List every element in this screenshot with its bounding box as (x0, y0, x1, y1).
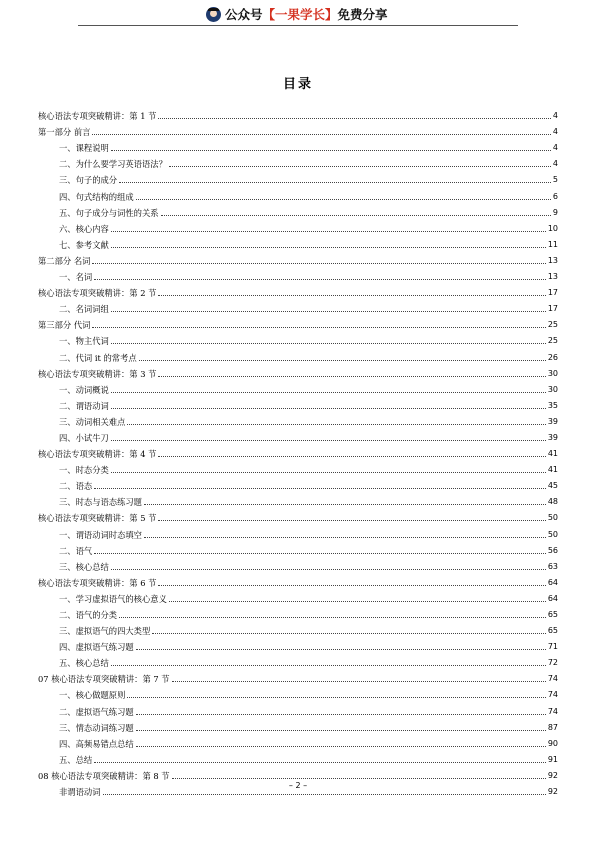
toc-entry-title: 二、语态 (59, 481, 93, 492)
toc-leader-dots (127, 696, 545, 698)
toc-leader-dots (161, 214, 551, 216)
toc-leader-dots (111, 149, 551, 151)
toc-entry-title: 四、小试牛刀 (59, 432, 109, 443)
toc-entry[interactable] (38, 185, 558, 201)
toc-entry-title: 二、谓语动词 (59, 400, 109, 411)
toc-entry-title: 三、虚拟语气的四大类型 (59, 626, 151, 637)
toc-entry-page: 65 (547, 626, 558, 636)
toc-entry-title: 二、代词 it 的常考点 (59, 352, 137, 363)
toc-entry-page: 87 (547, 722, 558, 732)
toc-leader-dots (144, 536, 546, 538)
toc-entry[interactable] (38, 282, 558, 298)
toc-leader-dots (172, 777, 546, 779)
toc-entry-page: 30 (547, 384, 558, 394)
toc-entry-page: 41 (547, 465, 558, 475)
toc-entry[interactable] (38, 218, 558, 234)
toc-leader-dots (152, 632, 546, 634)
toc-leader-dots (94, 552, 546, 554)
toc-entry-title: 五、总结 (59, 754, 93, 765)
toc-entry-page: 74 (547, 674, 558, 684)
toc-entry[interactable] (38, 749, 558, 765)
toc-entry-page: 45 (547, 481, 558, 491)
toc-entry[interactable] (38, 668, 558, 684)
toc-entry-title: 一、课程说明 (59, 143, 109, 154)
toc-leader-dots (144, 503, 546, 505)
toc-entry[interactable] (38, 298, 558, 314)
toc-entry[interactable] (38, 604, 558, 620)
toc-entry[interactable] (38, 700, 558, 716)
table-of-contents (38, 105, 558, 797)
toc-leader-dots (158, 455, 545, 457)
toc-entry[interactable] (38, 491, 558, 507)
toc-entry-page: 17 (547, 288, 558, 298)
toc-entry[interactable] (38, 475, 558, 491)
toc-entry-title: 一、学习虚拟语气的核心意义 (59, 593, 167, 604)
toc-leader-dots (111, 230, 546, 232)
toc-entry-title: 核心语法专项突破精讲：第 4 节 (38, 449, 157, 460)
toc-entry-page: 10 (547, 223, 558, 233)
toc-entry-title: 五、句子成分与词性的关系 (59, 207, 159, 218)
toc-entry[interactable] (38, 765, 558, 781)
toc-entry-title: 一、物主代词 (59, 336, 109, 347)
toc-entry-title: 一、谓语动词时态填空 (59, 529, 142, 540)
toc-entry-page: 4 (552, 159, 558, 169)
toc-entry-page: 91 (547, 754, 558, 764)
toc-entry-title: 第二部分 名词 (38, 255, 91, 266)
toc-entry-title: 一、名词 (59, 272, 93, 283)
toc-leader-dots (158, 117, 550, 119)
toc-entry-page: 48 (547, 497, 558, 507)
toc-leader-dots (119, 181, 551, 183)
toc-leader-dots (94, 278, 546, 280)
toc-leader-dots (136, 745, 546, 747)
toc-entry-page: 71 (547, 642, 558, 652)
toc-entry-page: 92 (547, 770, 558, 780)
toc-entry[interactable] (38, 250, 558, 266)
toc-entry-page: 90 (547, 738, 558, 748)
toc-entry-page: 64 (547, 577, 558, 587)
toc-entry-page: 64 (547, 593, 558, 603)
toc-entry[interactable] (38, 137, 558, 153)
toc-entry-title: 五、核心总结 (59, 658, 109, 669)
avatar-icon (206, 7, 221, 22)
toc-entry-title: 核心语法专项突破精讲：第 2 节 (38, 288, 157, 299)
toc-leader-dots (136, 198, 551, 200)
toc-entry[interactable] (38, 652, 558, 668)
toc-entry-title: 第一部分 前言 (38, 127, 91, 138)
toc-entry-title: 二、语气的分类 (59, 610, 118, 620)
toc-entry[interactable] (38, 169, 558, 185)
toc-entry-title: 核心语法专项突破精讲：第 6 节 (38, 577, 157, 588)
toc-entry-title: 一、核心做题原则 (59, 690, 126, 701)
toc-entry-title: 七、参考文献 (59, 239, 109, 250)
toc-entry[interactable] (38, 717, 558, 733)
toc-entry-title: 一、时态分类 (59, 465, 109, 476)
toc-entry-title: 二、语气 (59, 545, 93, 556)
toc-leader-dots (111, 471, 546, 473)
toc-entry-title: 三、情态动词练习题 (59, 722, 134, 733)
toc-leader-dots (111, 391, 546, 393)
toc-leader-dots (111, 439, 546, 441)
page-number: – 2 – (288, 781, 308, 790)
toc-entry[interactable] (38, 556, 558, 572)
toc-entry-page: 26 (547, 352, 558, 362)
toc-entry-page: 35 (547, 400, 558, 410)
toc-entry[interactable] (38, 620, 558, 636)
header-brand (206, 6, 388, 22)
toc-entry-title: 三、动词相关难点 (59, 416, 126, 427)
toc-entry[interactable] (38, 395, 558, 411)
toc-entry-title: 六、核心内容 (59, 223, 109, 234)
toc-entry-page: 74 (547, 690, 558, 700)
toc-entry[interactable] (38, 523, 558, 539)
toc-entry-title: 核心语法专项突破精讲：第 5 节 (38, 513, 157, 524)
toc-entry-page: 4 (552, 143, 558, 153)
toc-entry[interactable] (38, 266, 558, 282)
toc-entry-title: 非谓语动词 (59, 787, 101, 798)
header-text (225, 5, 388, 23)
toc-entry[interactable] (38, 636, 558, 652)
toc-leader-dots (94, 761, 546, 763)
toc-entry-title: 08 核心语法专项突破精讲：第 8 节 (38, 770, 170, 781)
toc-entry-title: 二、为什么要学习英语语法？ (59, 159, 167, 170)
toc-leader-dots (111, 664, 546, 666)
toc-entry-title: 二、虚拟语气练习题 (59, 706, 134, 717)
toc-entry-page: 39 (547, 416, 558, 426)
toc-leader-dots (127, 423, 545, 425)
toc-entry[interactable] (38, 330, 558, 346)
toc-entry[interactable] (38, 572, 558, 588)
toc-leader-dots (119, 616, 546, 618)
page-title: 目录 (282, 77, 313, 92)
toc-entry[interactable] (38, 363, 558, 379)
toc-entry[interactable] (38, 459, 558, 475)
toc-entry-page: 74 (547, 706, 558, 716)
toc-entry-page: 92 (547, 787, 558, 797)
toc-entry-page: 25 (547, 320, 558, 330)
toc-entry-page: 13 (547, 255, 558, 265)
toc-entry[interactable] (38, 733, 558, 749)
toc-leader-dots (158, 584, 545, 586)
toc-entry[interactable] (38, 121, 558, 137)
toc-leader-dots (92, 326, 545, 328)
toc-leader-dots (94, 487, 546, 489)
toc-entry-page: 25 (547, 336, 558, 346)
toc-leader-dots (111, 342, 546, 344)
toc-entry-title: 四、高频易错点总结 (59, 738, 134, 749)
toc-leader-dots (92, 262, 545, 264)
toc-leader-dots (111, 310, 546, 312)
toc-leader-dots (111, 407, 546, 409)
toc-entry-page: 6 (552, 191, 558, 201)
toc-entry-page: 72 (547, 658, 558, 668)
toc-leader-dots (111, 568, 546, 570)
toc-leader-dots (172, 680, 546, 682)
header-divider (78, 25, 518, 26)
toc-entry[interactable] (38, 540, 558, 556)
toc-entry-page: 5 (552, 175, 558, 185)
toc-leader-dots (169, 165, 551, 167)
toc-entry-page: 9 (552, 207, 558, 217)
toc-leader-dots (136, 648, 546, 650)
toc-entry-page: 30 (547, 368, 558, 378)
toc-entry-page: 4 (552, 127, 558, 137)
toc-entry-title: 07 核心语法专项突破精讲：第 7 节 (38, 674, 170, 685)
toc-entry[interactable] (38, 443, 558, 459)
toc-entry-title: 四、句式结构的组成 (59, 191, 134, 202)
toc-leader-dots (158, 294, 545, 296)
toc-entry-page: 50 (547, 513, 558, 523)
toc-entry-page: 50 (547, 529, 558, 539)
toc-leader-dots (136, 713, 546, 715)
toc-entry[interactable] (38, 411, 558, 427)
toc-entry-page: 56 (547, 545, 558, 555)
toc-entry-page: 39 (547, 432, 558, 442)
toc-entry-title: 四、虚拟语气练习题 (59, 642, 134, 653)
toc-leader-dots (92, 133, 550, 135)
toc-entry-title: 三、句子的成分 (59, 175, 118, 186)
toc-entry[interactable] (38, 105, 558, 121)
toc-entry[interactable] (38, 314, 558, 330)
toc-entry[interactable] (38, 153, 558, 169)
toc-entry[interactable] (38, 234, 558, 250)
header-prefix: 公众号 (225, 7, 263, 22)
page-header (0, 0, 596, 28)
toc-entry-page: 63 (547, 561, 558, 571)
toc-entry-page: 4 (552, 111, 558, 121)
toc-entry[interactable] (38, 684, 558, 700)
toc-entry-page: 11 (547, 239, 558, 249)
toc-leader-dots (111, 246, 546, 248)
toc-entry-title: 三、核心总结 (59, 561, 109, 572)
toc-entry-title: 二、名词词组 (59, 304, 109, 315)
toc-entry-page: 41 (547, 449, 558, 459)
toc-leader-dots (139, 359, 546, 361)
toc-entry[interactable] (38, 507, 558, 523)
toc-entry[interactable] (38, 202, 558, 218)
toc-entry[interactable] (38, 427, 558, 443)
toc-entry-title: 第三部分 代词 (38, 320, 91, 331)
toc-entry-title: 核心语法专项突破精讲：第 1 节 (38, 111, 157, 122)
toc-leader-dots (169, 600, 546, 602)
header-suffix: 免费分享 (337, 7, 388, 22)
toc-entry-title: 三、时态与语态练习题 (59, 497, 142, 508)
header-highlight: 【一果学长】 (262, 7, 338, 22)
toc-entry-page: 17 (547, 304, 558, 314)
toc-entry-page: 65 (547, 610, 558, 619)
toc-entry-title: 一、动词概说 (59, 384, 109, 395)
toc-leader-dots (136, 729, 546, 731)
toc-entry[interactable] (38, 379, 558, 395)
toc-entry[interactable] (38, 588, 558, 604)
toc-entry-title: 核心语法专项突破精讲：第 3 节 (38, 368, 157, 379)
toc-leader-dots (103, 793, 546, 795)
toc-entry-page: 13 (547, 272, 558, 282)
toc-entry[interactable] (38, 346, 558, 362)
toc-leader-dots (158, 519, 545, 521)
toc-leader-dots (158, 375, 545, 377)
